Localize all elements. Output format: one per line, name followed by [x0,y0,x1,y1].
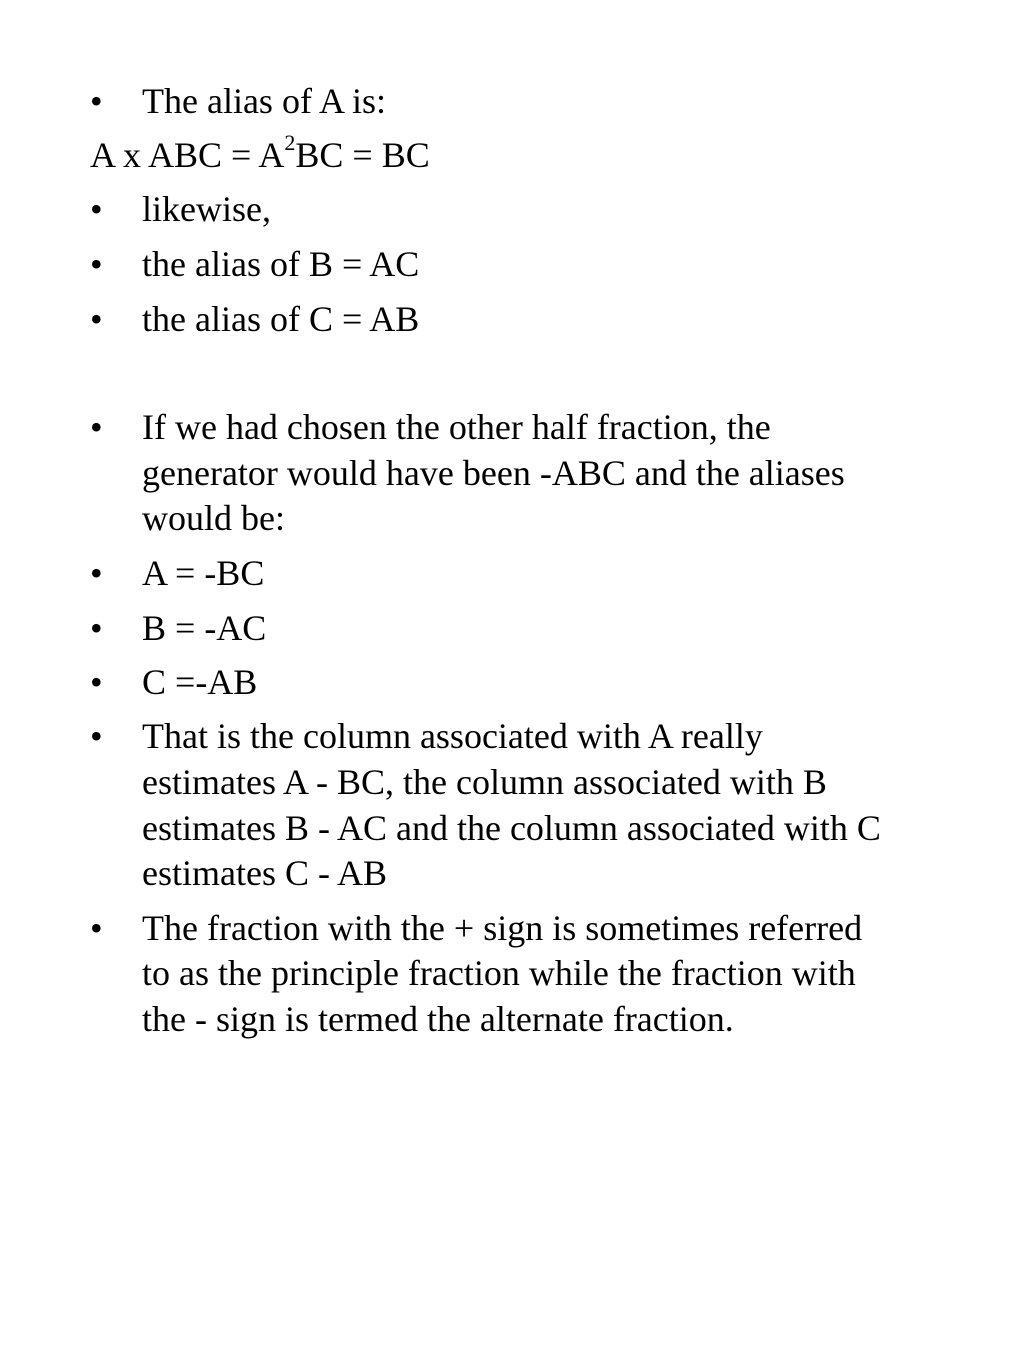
fraction-line-2: to as the principle fraction while the fraction with [142,953,856,993]
fraction-line-1: The fraction with the + sign is sometimes referred [142,908,863,948]
fraction-line-3: the - sign is termed the alternate fraction. [142,999,734,1039]
bullet-marker: • [90,716,103,756]
a-equals-text: A = -BC [142,553,265,593]
other-half-line-2: generator would have been -ABC and the aliases [142,453,845,493]
bullet-marker: • [90,189,103,229]
alias-of-a-text: The alias of A is: [142,81,386,121]
bullet-marker: • [90,81,103,121]
formula-exponent: 2 [284,130,296,155]
formula-suffix: BC = BC [295,135,430,175]
other-half-line-1: If we had chosen the other half fraction, the [142,407,771,447]
alias-c-text: the alias of C = AB [142,299,420,339]
that-is-line-1: That is the column associated with A really [142,716,763,756]
bullet-marker: • [90,662,103,702]
other-half-line-3: would be: [142,498,285,538]
bullet-marker: • [90,244,103,284]
alias-formula [90,132,430,178]
bullet-marker: • [90,608,103,648]
likewise-text: likewise, [142,189,271,229]
formula-prefix: A x ABC = A [90,135,285,175]
c-equals-text: C =-AB [142,662,258,702]
that-is-line-3: estimates B - AC and the column associated with C [142,808,881,848]
bullet-marker: • [90,553,103,593]
that-is-line-2: estimates A - BC, the column associated with B [142,762,827,802]
that-is-line-4: estimates C - AB [142,853,387,893]
bullet-marker: • [90,407,103,447]
bullet-marker: • [90,299,103,339]
bullet-marker: • [90,908,103,948]
alias-b-text: the alias of B = AC [142,244,420,284]
b-equals-text: B = -AC [142,608,267,648]
